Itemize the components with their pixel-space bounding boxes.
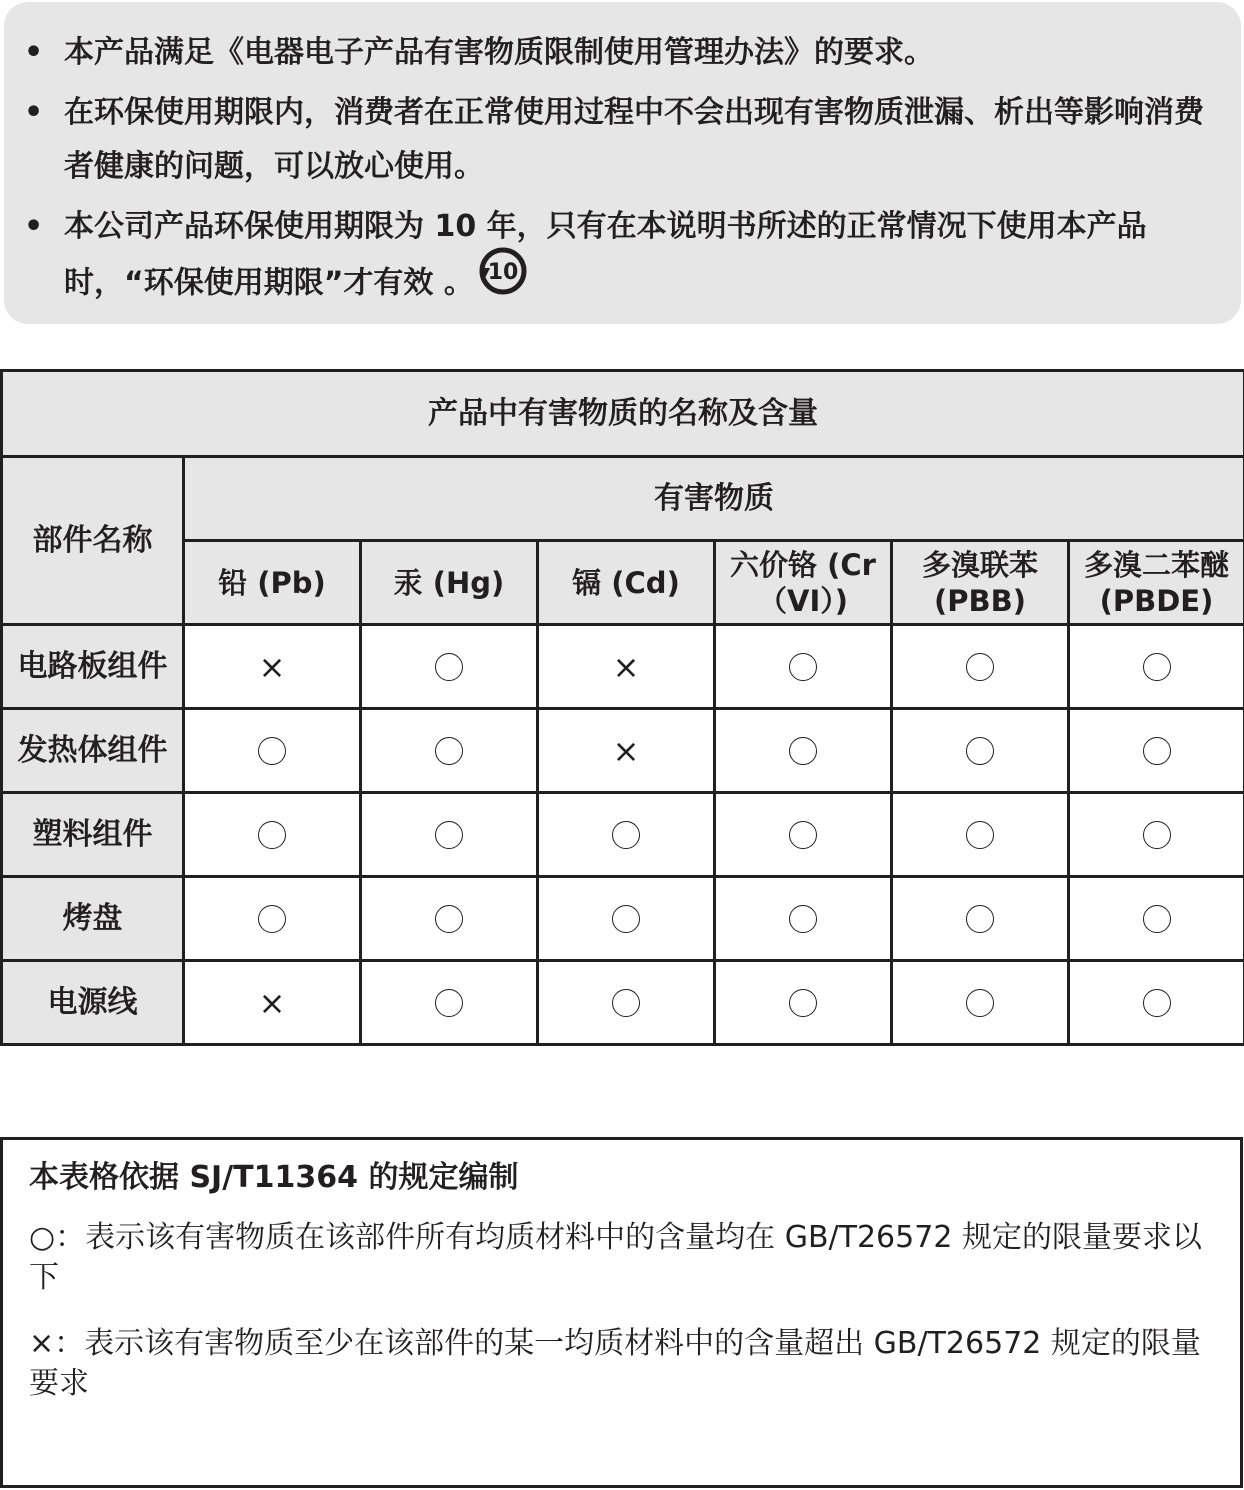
compliant-mark-cell: [892, 709, 1069, 793]
circle-mark: [435, 989, 463, 1017]
bullet: •: [24, 95, 44, 130]
cross-mark: ×: [258, 648, 286, 686]
notice-item: [20, 86, 1211, 194]
notice-list: [20, 26, 1211, 314]
notice-text: 本产品满足《电器电子产品有害物质限制使用管理办法》的要求。: [64, 35, 934, 70]
circle-mark: [435, 821, 463, 849]
table-row: [2, 793, 1244, 877]
notice-text: 本公司产品环保使用期限为 10 年，只有在本说明书所述的正常情况下使用本产品时，“环保使用期限”才有效 。: [64, 209, 1147, 301]
table-row: [2, 877, 1244, 961]
notice-item: [20, 26, 1211, 80]
substance-column-header: 汞 (Hg): [361, 541, 538, 625]
compliant-mark-cell: [361, 793, 538, 877]
compliant-mark-cell: [1069, 961, 1244, 1045]
compliant-mark-cell: [184, 877, 361, 961]
exceeds-mark-cell: [538, 709, 715, 793]
part-name-cell: 电路板组件: [2, 625, 184, 709]
substance-column-header: 六价铬 (Cr（VI）): [715, 541, 892, 625]
compliant-mark-cell: [361, 877, 538, 961]
substance-column-header: 多溴联苯 (PBB): [892, 541, 1069, 625]
circle-mark: [612, 905, 640, 933]
circle-mark: [789, 989, 817, 1017]
table-row: [2, 625, 1244, 709]
circle-mark: [1143, 905, 1171, 933]
table-title: 产品中有害物质的名称及含量: [2, 371, 1244, 457]
bullet: •: [24, 35, 44, 70]
part-name-cell: 发热体组件: [2, 709, 184, 793]
compliant-mark-cell: [715, 709, 892, 793]
notice-box: [4, 2, 1241, 324]
circle-legend-note: ○：表示该有害物质在该部件所有均质材料中的含量均在 GB/T26572 规定的限量要求以下: [29, 1220, 1202, 1295]
compliant-mark-cell: [892, 625, 1069, 709]
compliant-mark-cell: [715, 625, 892, 709]
notice-text: 在环保使用期限内，消费者在正常使用过程中不会出现有害物质泄漏、析出等影响消费者健康的问题，可以放心使用。: [64, 95, 1204, 184]
cross-legend-note: ×：表示该有害物质至少在该部件的某一均质材料中的含量超出 GB/T26572 规定的限量要求: [29, 1326, 1201, 1401]
circle-mark: [966, 737, 994, 765]
exceeds-mark-cell: [538, 625, 715, 709]
circle-mark: [966, 653, 994, 681]
compliant-mark-cell: [1069, 625, 1244, 709]
compliant-mark-cell: [184, 709, 361, 793]
circle-mark: [1143, 653, 1171, 681]
compliant-mark-cell: [1069, 793, 1244, 877]
compliant-mark-cell: [361, 625, 538, 709]
circle-mark: [789, 821, 817, 849]
circle-mark: [789, 737, 817, 765]
compliant-mark-cell: [715, 877, 892, 961]
compliant-mark-cell: [892, 961, 1069, 1045]
compliant-mark-cell: [361, 709, 538, 793]
notes-heading: 本表格依据 SJ/T11364 的规定编制: [29, 1160, 519, 1195]
circle-mark: [966, 905, 994, 933]
compliant-mark-cell: [538, 877, 715, 961]
compliant-mark-cell: [1069, 709, 1244, 793]
circle-mark: [258, 905, 286, 933]
substances-header: 有害物质: [184, 457, 1244, 541]
environment-protection-use-period-icon: [478, 246, 528, 314]
cross-mark: ×: [612, 648, 640, 686]
circle-mark: [612, 989, 640, 1017]
cross-mark: ×: [258, 984, 286, 1022]
part-name-cell: 烤盘: [2, 877, 184, 961]
substance-column-header: 多溴二苯醚 (PBDE): [1069, 541, 1244, 625]
compliant-mark-cell: [892, 793, 1069, 877]
notes-box: [0, 1137, 1243, 1488]
circle-mark: [1143, 821, 1171, 849]
part-name-cell: 塑料组件: [2, 793, 184, 877]
notice-item: [20, 200, 1211, 314]
exceeds-mark-cell: [184, 625, 361, 709]
circle-mark: [258, 821, 286, 849]
cross-mark: ×: [612, 732, 640, 770]
bullet: •: [24, 209, 44, 244]
circle-mark: [1143, 989, 1171, 1017]
compliant-mark-cell: [1069, 877, 1244, 961]
eco-icon-number: 10: [487, 260, 519, 285]
compliant-mark-cell: [538, 793, 715, 877]
compliant-mark-cell: [715, 961, 892, 1045]
circle-mark: [612, 821, 640, 849]
table-row: [2, 961, 1244, 1045]
compliant-mark-cell: [538, 961, 715, 1045]
hazardous-substances-table: [0, 369, 1244, 1046]
compliant-mark-cell: [361, 961, 538, 1045]
table-row: [2, 709, 1244, 793]
circle-mark: [1143, 737, 1171, 765]
part-name-header: 部件名称: [2, 457, 184, 625]
circle-mark: [435, 653, 463, 681]
circle-mark: [435, 905, 463, 933]
substance-column-header: 铅 (Pb): [184, 541, 361, 625]
compliant-mark-cell: [184, 793, 361, 877]
circle-mark: [258, 737, 286, 765]
substance-column-header: 镉 (Cd): [538, 541, 715, 625]
part-name-cell: 电源线: [2, 961, 184, 1045]
compliant-mark-cell: [892, 877, 1069, 961]
exceeds-mark-cell: [184, 961, 361, 1045]
circle-mark: [966, 821, 994, 849]
circle-mark: [966, 989, 994, 1017]
circle-mark: [435, 737, 463, 765]
compliant-mark-cell: [715, 793, 892, 877]
circle-mark: [789, 653, 817, 681]
circle-mark: [789, 905, 817, 933]
